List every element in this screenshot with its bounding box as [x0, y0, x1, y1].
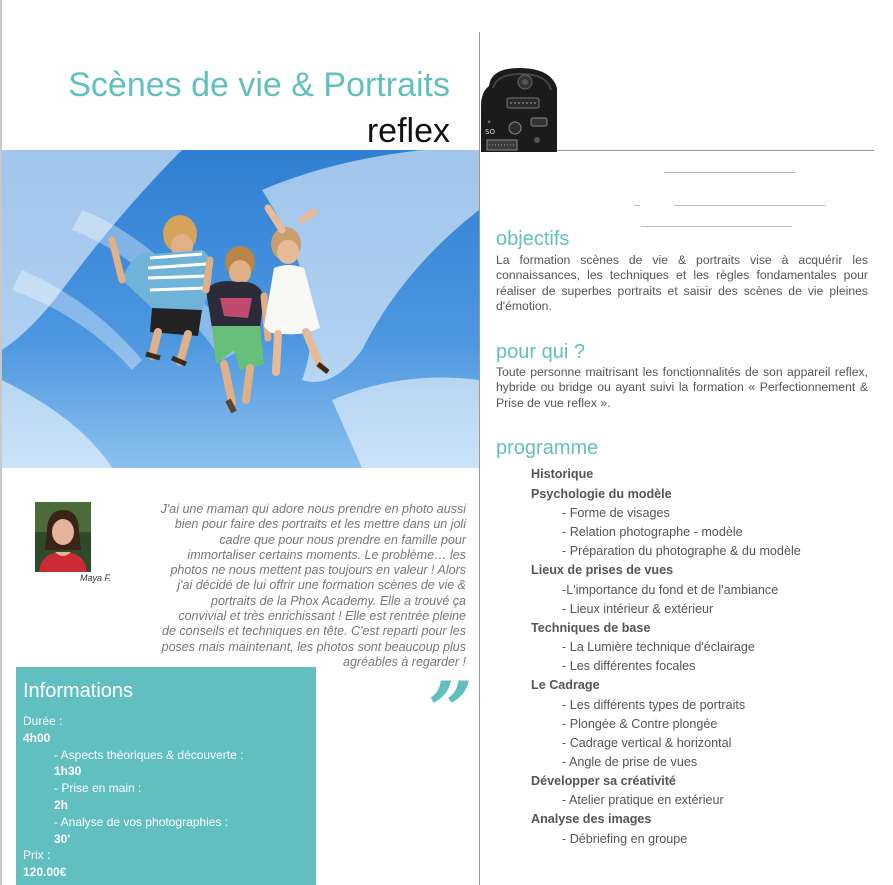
programme-group: Psychologie du modèle [531, 486, 672, 501]
info-item-value: 1h30 [54, 764, 82, 779]
quote-line: cadre que pour nous prendre en famille pour [219, 532, 466, 547]
svg-text:⚡: ⚡ [487, 119, 492, 126]
programme-item: - Forme de visages [562, 506, 670, 520]
quote-line: poses mais maintenant, les photos sont beaucoup plus [161, 639, 466, 654]
info-item-label: - Analyse de vos photographies : [54, 814, 229, 829]
objectifs-text: La formation scènes de vie & portraits vise à acquérir les connaissances, les techniques et les règles fondamentales pour réaliser de superbes portraits et saisir des scènes de vie pleines d'émotion. [496, 253, 868, 314]
page-subtitle: reflex [366, 112, 450, 150]
programme-group: Analyse des images [531, 812, 652, 826]
programme-item: -L'importance du fond et de l'ambiance [562, 582, 779, 597]
decorative-line [664, 172, 795, 173]
quote-line: bien pour faire des portraits et les mettre dans un joli [174, 517, 466, 532]
programme-group: Historique [531, 467, 594, 481]
jumping-children-photo [2, 150, 479, 468]
programme-item: - Les différentes focales [562, 659, 696, 673]
programme-item: - Relation photographe - modèle [562, 525, 743, 539]
objectifs-title: objectifs [496, 228, 570, 250]
quote-mark-icon: ” [428, 665, 473, 756]
testimonial-avatar [35, 502, 91, 572]
pour-qui-text: Toute personne maitrisant les fonctionnalités de son appareil reflex, hybride ou bridge ou ayant suivi la formation « Perfectionnement & Prise de vue reflex ». [496, 365, 868, 410]
programme-item: - Angle de prise de vues [562, 754, 698, 769]
info-item-value: 2h [54, 797, 69, 812]
duration-value: 4h00 [23, 730, 51, 745]
decorative-line [674, 205, 826, 206]
programme-item: - La Lumière technique d'éclairage [562, 640, 755, 654]
testimonial-quote [140, 502, 466, 670]
info-title: Informations [23, 680, 134, 702]
info-item-label: - Prise en main : [54, 781, 142, 796]
programme-item: - Lieux intérieur & extérieur [562, 601, 714, 616]
programme-list [531, 465, 801, 849]
programme-item: - Plongée & Contre plongée [562, 716, 718, 731]
quote-line: immortaliser certains moments. Le problème… les [187, 547, 466, 562]
column-divider [479, 32, 480, 885]
duration-label: Durée : [23, 714, 63, 728]
decorative-line [634, 205, 640, 206]
testimonial-author: Maya F. [80, 573, 112, 583]
camera-icon [481, 66, 559, 152]
page-title: Scènes de vie & Portraits [68, 66, 450, 104]
quote-line: convivial et très enrichissant ! Elle est rentrée pleine [178, 609, 466, 624]
info-item-value: 30' [54, 831, 71, 846]
programme-group: Techniques de base [531, 620, 651, 635]
programme-item: - Cadrage vertical & horizontal [562, 735, 732, 750]
quote-line: photos ne nous mettent pas toujours en valeur ! Alors [170, 563, 466, 578]
info-item-label: - Aspects théoriques & découverte : [54, 747, 244, 762]
programme-group: Développer sa créativité [531, 773, 676, 788]
quote-line: J'ai une maman qui adore nous prendre en photo aussi [160, 502, 466, 516]
quote-line: agréables à regarder ! [343, 654, 466, 669]
quote-line: de conseils et techniques en tête. C'est reparti pour les [162, 624, 466, 639]
programme-item: - Atelier pratique en extérieur [562, 793, 724, 807]
quote-line: portraits de la Phox Academy. Elle a trouvé ça [211, 593, 466, 608]
programme-item: - Débriefing en groupe [562, 831, 688, 846]
price-label: Prix : [23, 848, 51, 863]
programme-item: - Les différents types de portraits [562, 697, 746, 712]
programme-group: Le Cadrage [531, 678, 600, 692]
programme-item: - Préparation du photographe & du modèle [562, 544, 801, 558]
information-box [16, 667, 316, 885]
programme-group: Lieux de prises de vues [531, 563, 674, 577]
svg-text:SO: SO [485, 128, 495, 136]
programme-title: programme [496, 437, 599, 459]
price-value: 120.00€ [23, 865, 67, 880]
info-body [23, 713, 243, 881]
pour-qui-title: pour qui ? [496, 341, 585, 363]
quote-line: j'ai décidé de lui offrir une formation scènes de vie & [177, 578, 466, 593]
decorative-line [641, 226, 792, 227]
